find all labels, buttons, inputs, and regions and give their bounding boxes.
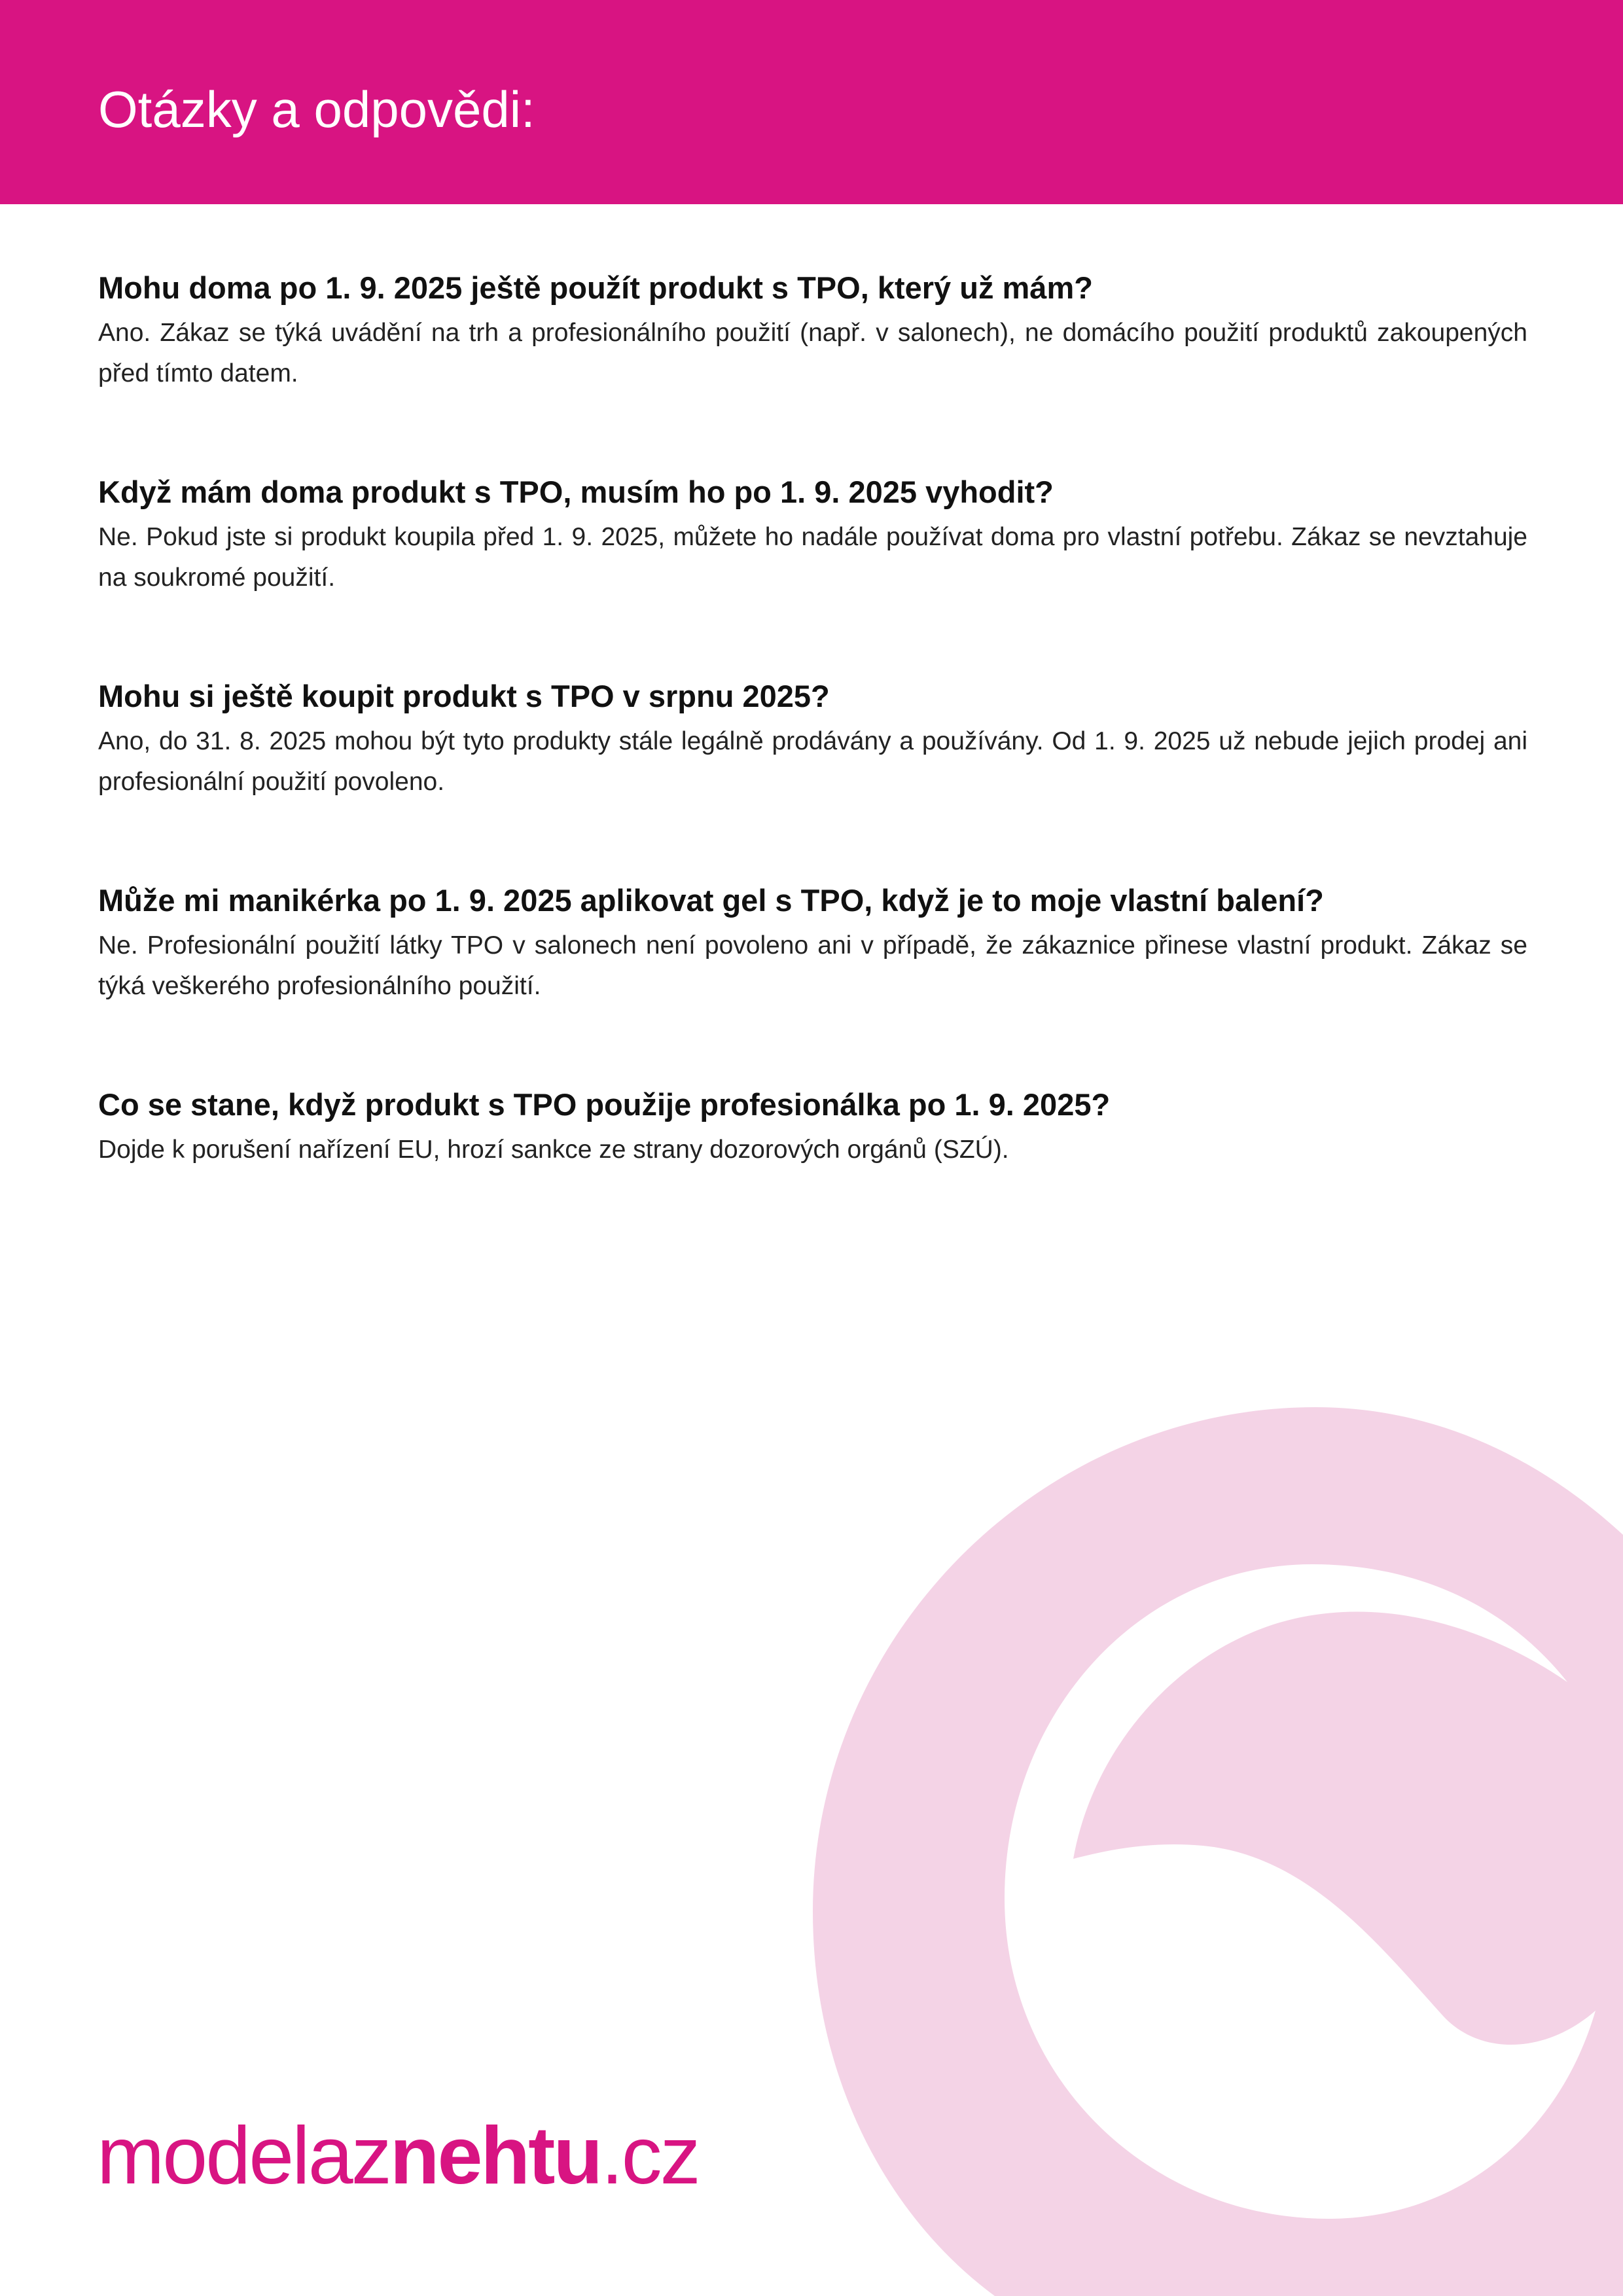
header-bar bbox=[0, 0, 1623, 204]
logo-text-bold: nehtu bbox=[389, 2111, 601, 2201]
logo-text-light: modelaz bbox=[97, 2111, 390, 2201]
faq-question: Mohu si ještě koupit produkt s TPO v srpnu 2025? bbox=[98, 679, 830, 713]
faq-question: Co se stane, když produkt s TPO použije profesionálka po 1. 9. 2025? bbox=[98, 1087, 1111, 1122]
faq-question: Když mám doma produkt s TPO, musím ho po 1. 9. 2025 vyhodit? bbox=[98, 475, 1054, 509]
faq-item bbox=[98, 267, 1527, 471]
page-title: Otázky a odpovědi: bbox=[98, 81, 535, 138]
faq-answer: Ne. Profesionální použití látky TPO v salonech není povoleno ani v případě, že zákaznice přinese vlastní produkt. Zákaz se týká veškerého profesionálního použití. bbox=[98, 931, 1527, 1000]
faq-question: Může mi manikérka po 1. 9. 2025 aplikovat gel s TPO, když je to moje vlastní balení? bbox=[98, 883, 1324, 918]
faq-answer: Ano, do 31. 8. 2025 mohou být tyto produkty stále legálně prodávány a používány. Od 1. 9. 2025 už nebude jejich prodej ani profesionální použití povoleno. bbox=[98, 727, 1527, 796]
faq-list bbox=[98, 267, 1527, 1288]
faq-answer: Ano. Zákaz se týká uvádění na trh a profesionálního použití (např. v salonech), ne domácího použití produktů zakoupených před tímto datem. bbox=[98, 319, 1527, 387]
brand-logo bbox=[97, 2111, 699, 2201]
faq-item bbox=[98, 675, 1527, 880]
faq-answer: Dojde k porušení nařízení EU, hrozí sankce ze strany dozorových orgánů (SZÚ). bbox=[98, 1136, 1009, 1164]
brand-swirl-icon bbox=[810, 1407, 1623, 2296]
faq-item bbox=[98, 880, 1527, 1084]
faq-answer: Ne. Pokud jste si produkt koupila před 1. 9. 2025, můžete ho nadále používat doma pro vlastní potřebu. Zákaz se nevztahuje na soukromé použití. bbox=[98, 523, 1527, 592]
faq-item bbox=[98, 1084, 1527, 1288]
faq-question: Mohu doma po 1. 9. 2025 ještě použít produkt s TPO, který už mám? bbox=[98, 270, 1093, 305]
logo-text-suffix: .cz bbox=[601, 2111, 699, 2201]
faq-item bbox=[98, 471, 1527, 675]
